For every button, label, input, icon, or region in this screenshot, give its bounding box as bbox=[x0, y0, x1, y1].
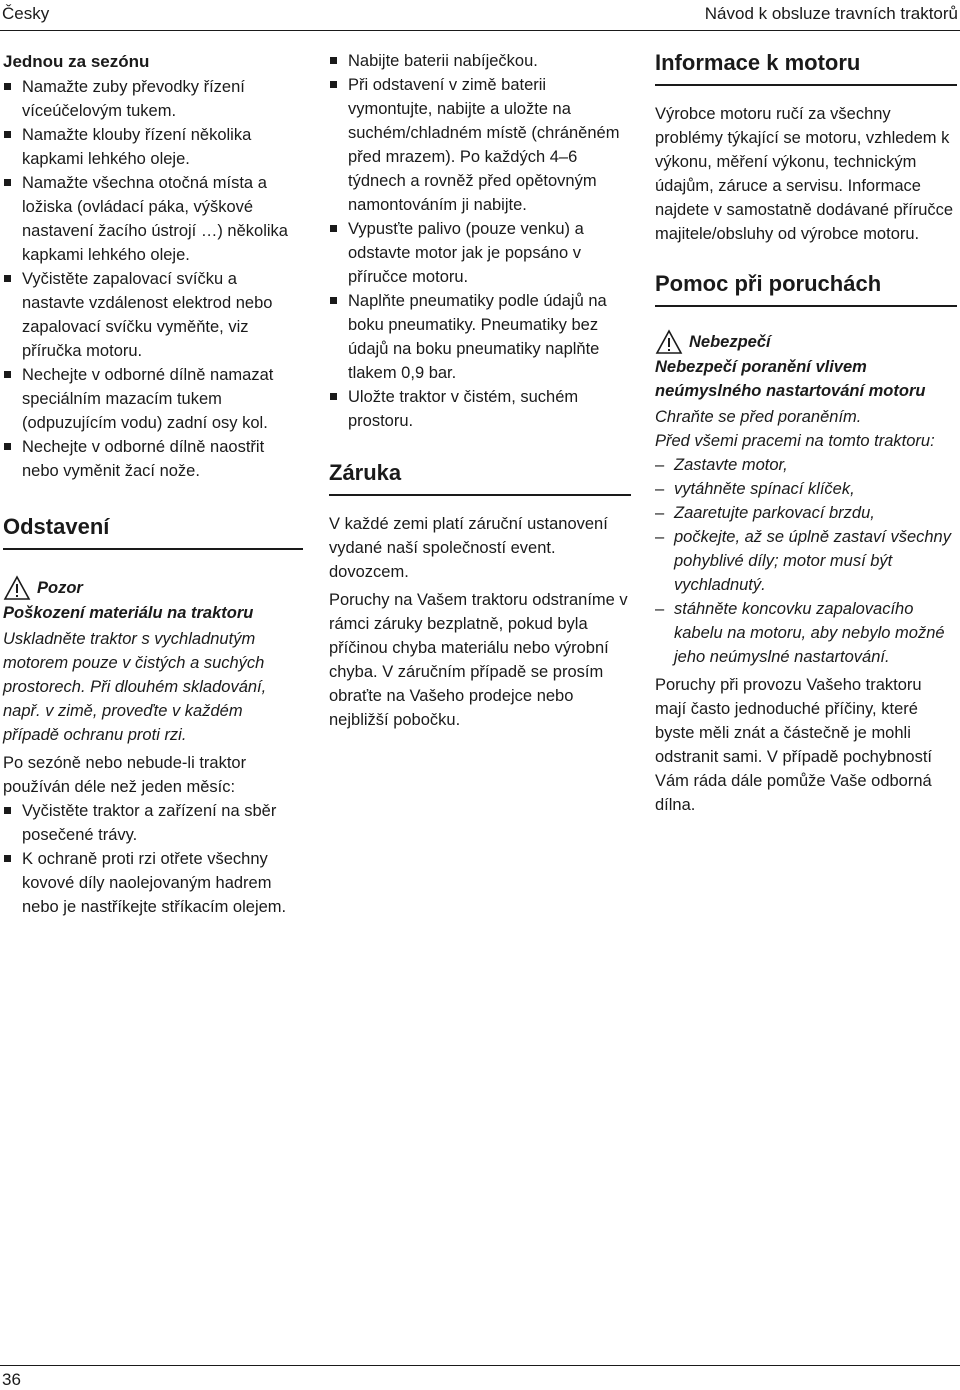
column-1 bbox=[3, 49, 303, 919]
storage-list-continued bbox=[329, 49, 631, 433]
header-manual-title: Návod k obsluze travních traktorů bbox=[704, 4, 958, 23]
list-item bbox=[3, 75, 303, 123]
list-item bbox=[655, 525, 957, 597]
list-item bbox=[655, 501, 957, 525]
page-header bbox=[0, 0, 960, 31]
danger-text-1: Chraňte se před poraněním. bbox=[655, 408, 862, 426]
list-item bbox=[3, 435, 303, 483]
square-bullet-icon bbox=[330, 225, 337, 232]
danger-text-2: Před všemi pracemi na tomto traktoru: bbox=[655, 432, 935, 450]
dash-bullet-icon: – bbox=[655, 456, 665, 474]
danger-label-row bbox=[655, 329, 957, 355]
square-bullet-icon bbox=[4, 371, 11, 378]
square-bullet-icon bbox=[4, 179, 11, 186]
troubleshooting-text: Poruchy při provozu Vašeho traktoru mají často jednoduché příčiny, které byste měli znát a částečně je mohli odstranit sami. V případě pochybností Vám ráda dále pomůže Vaše odborná dílna. bbox=[655, 676, 932, 814]
square-bullet-icon bbox=[330, 57, 337, 64]
danger-heading: Nebezpečí poranění vlivem neúmyslného nastartování motoru bbox=[655, 358, 926, 400]
list-item-text: K ochraně proti rzi otřete všechny kovové díly naolejovaným hadrem nebo je nastříkejte stříkacím olejem. bbox=[22, 850, 287, 916]
dash-bullet-icon: – bbox=[655, 600, 665, 618]
season-heading: Jednou za sezónu bbox=[3, 52, 150, 71]
square-bullet-icon bbox=[4, 131, 11, 138]
warning-heading: Poškození materiálu na traktoru bbox=[3, 604, 254, 622]
list-item-text: Vyčistěte traktor a zařízení na sběr posečené trávy. bbox=[22, 802, 277, 844]
square-bullet-icon bbox=[330, 81, 337, 88]
storage-section-title: Odstavení bbox=[3, 513, 303, 550]
header-language: Česky bbox=[2, 4, 50, 23]
list-item-text: Vyčistěte zapalovací svíčku a nastavte vzdálenost elektrod nebo zapalovací svíčku vyměňte, viz příručka motoru. bbox=[22, 270, 273, 360]
list-item-text: Uložte traktor v čistém, suchém prostoru. bbox=[348, 388, 579, 430]
list-item-text: Vypusťte palivo (pouze venku) a odstavte motor jak je popsáno v příručce motoru. bbox=[348, 220, 584, 286]
warning-text: Uskladněte traktor s vychladnutým motorem pouze v čistých a suchých prostorech. Při dlouhém skladování, např. v zimě, proveďte v každém případě ochranu proti rzi. bbox=[3, 630, 267, 744]
list-item bbox=[3, 171, 303, 267]
list-item-text: Nabijte baterii nabíječkou. bbox=[348, 52, 538, 70]
list-item-text: Namažte klouby řízení několika kapkami lehkého oleje. bbox=[22, 126, 252, 168]
dash-bullet-icon: – bbox=[655, 480, 665, 498]
list-item-text: Při odstavení v zimě baterii vymontujte, nabijte a uložte na suchém/chladném místě (chráněném před mrazem). Po každých 4–6 týdnech a rovněž před opětovným namontováním ji nabijte. bbox=[348, 76, 620, 214]
engine-info-text: Výrobce motoru ručí za všechny problémy týkající se motoru, vzhledem k výkonu, měření výkonu, technickým údajům, záruce a servisu. Informace najdete v samostatně dodávané příručce majitele/obsluhy od výrobce motoru. bbox=[655, 105, 954, 243]
square-bullet-icon bbox=[4, 443, 11, 450]
square-bullet-icon bbox=[4, 807, 11, 814]
column-2 bbox=[329, 49, 631, 732]
list-item-text: stáhněte koncovku zapalovacího kabelu na motoru, aby nebylo možné jeho neúmyslné nastartování. bbox=[674, 600, 945, 666]
list-item bbox=[655, 477, 957, 501]
warning-notice bbox=[3, 575, 303, 747]
warning-label-row bbox=[3, 575, 303, 601]
list-item-text: Namažte všechna otočná místa a ložiska (ovládací páka, výškové nastavení žacího ústrojí …) několika kapkami lehkého oleje. bbox=[22, 174, 288, 264]
troubleshooting-section-title: Pomoc při poruchách bbox=[655, 270, 957, 307]
list-item bbox=[3, 799, 303, 847]
danger-label: Nebezpečí bbox=[689, 333, 771, 351]
list-item bbox=[329, 73, 631, 217]
danger-notice bbox=[655, 329, 957, 669]
list-item bbox=[655, 597, 957, 669]
list-item bbox=[655, 453, 957, 477]
page-footer-rule bbox=[0, 1365, 960, 1366]
season-list bbox=[3, 75, 303, 483]
storage-intro: Po sezóně nebo nebude-li traktor používán déle než jeden měsíc: bbox=[3, 754, 247, 796]
warranty-paragraph-2: Poruchy na Vašem traktoru odstraníme v rámci záruky bezplatně, pokud byla příčinou chyba materiálu nebo výrobní chyba. V záručním případě se prosím obraťte na Vašeho prodejce nebo nejbližší pobočku. bbox=[329, 591, 628, 729]
list-item bbox=[3, 363, 303, 435]
square-bullet-icon bbox=[4, 855, 11, 862]
warning-triangle-icon bbox=[3, 575, 31, 601]
list-item-text: Namažte zuby převodky řízení víceúčelovým tukem. bbox=[22, 78, 245, 120]
square-bullet-icon bbox=[4, 83, 11, 90]
list-item-text: vytáhněte spínací klíček, bbox=[674, 480, 855, 498]
list-item bbox=[329, 289, 631, 385]
list-item bbox=[3, 123, 303, 171]
danger-steps-list bbox=[655, 453, 957, 669]
list-item-text: Nechejte v odborné dílně namazat speciálním mazacím tukem (odpuzujícím vodu) zadní osy kol. bbox=[22, 366, 274, 432]
engine-section-title: Informace k motoru bbox=[655, 49, 957, 86]
square-bullet-icon bbox=[4, 275, 11, 282]
warning-triangle-icon bbox=[655, 329, 683, 355]
square-bullet-icon bbox=[330, 393, 337, 400]
list-item-text: Naplňte pneumatiky podle údajů na boku pneumatiky. Pneumatiky bez údajů na boku pneumatiky naplňte tlakem 0,9 bar. bbox=[348, 292, 607, 382]
list-item-text: počkejte, až se úplně zastaví všechny pohyblivé díly; motor musí být vychladnutý. bbox=[674, 528, 951, 594]
warranty-paragraph-1: V každé zemi platí záruční ustanovení vydané naší společností event. dovozcem. bbox=[329, 515, 608, 581]
page-number: 36 bbox=[2, 1370, 21, 1389]
square-bullet-icon bbox=[330, 297, 337, 304]
list-item-text: Zaaretujte parkovací brzdu, bbox=[674, 504, 875, 522]
storage-list bbox=[3, 799, 303, 919]
list-item-text: Zastavte motor, bbox=[674, 456, 788, 474]
list-item bbox=[329, 49, 631, 73]
list-item bbox=[329, 217, 631, 289]
column-3 bbox=[655, 49, 957, 817]
dash-bullet-icon: – bbox=[655, 528, 665, 546]
list-item bbox=[329, 385, 631, 433]
list-item bbox=[3, 267, 303, 363]
warning-label: Pozor bbox=[37, 579, 83, 597]
dash-bullet-icon: – bbox=[655, 504, 665, 522]
list-item bbox=[3, 847, 303, 919]
list-item-text: Nechejte v odborné dílně naostřit nebo vyměnit žací nože. bbox=[22, 438, 265, 480]
warranty-section-title: Záruka bbox=[329, 459, 631, 496]
